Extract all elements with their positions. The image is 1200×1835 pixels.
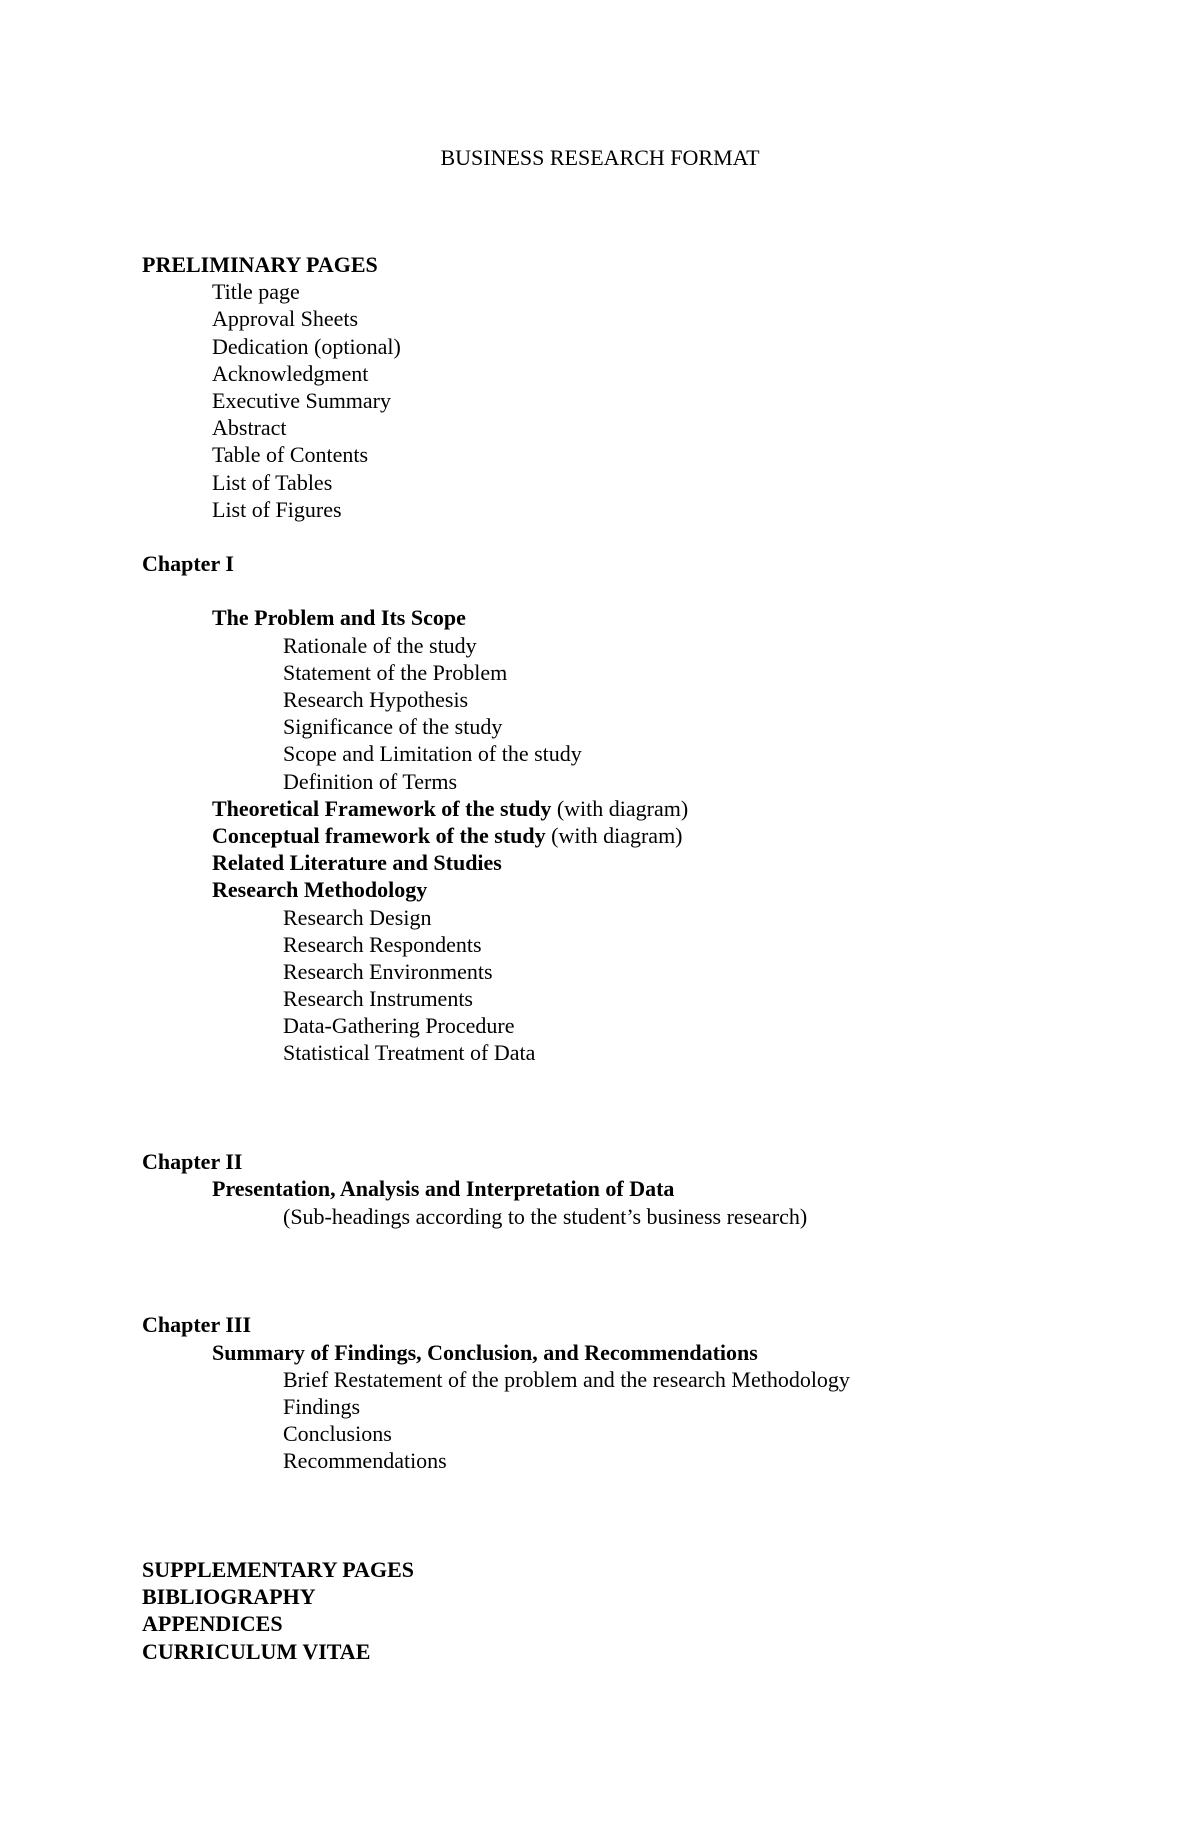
preliminary-item: List of Figures (212, 496, 342, 522)
preliminary-item: Approval Sheets (212, 306, 359, 332)
methodology-heading: Research Methodology (212, 877, 428, 903)
theoretical-framework-note: (with diagram) (551, 795, 689, 821)
methodology-item: Research Environments (283, 958, 493, 984)
supplementary-pages-heading: SUPPLEMENTARY PAGES (142, 1557, 415, 1583)
conceptual-framework-line (142, 822, 1142, 849)
chapter-3-item: Brief Restatement of the problem and the research Methodology (283, 1366, 850, 1392)
chapter-2-subheading: Presentation, Analysis and Interpretation of Data (212, 1176, 675, 1202)
preliminary-heading: PRELIMINARY PAGES (142, 252, 378, 277)
methodology-item: Data-Gathering Procedure (283, 1013, 515, 1039)
chapter-3-heading: Chapter III (142, 1312, 252, 1338)
curriculum-vitae-heading: CURRICULUM VITAE (142, 1638, 371, 1664)
preliminary-item: Table of Contents (212, 442, 369, 468)
preliminary-item: List of Tables (212, 469, 333, 495)
appendices-heading: APPENDICES (142, 1611, 283, 1637)
theoretical-framework-line (142, 795, 1142, 822)
chapter-3-subheading: Summary of Findings, Conclusion, and Recommendations (212, 1339, 758, 1365)
methodology-item: Research Instruments (283, 986, 473, 1012)
problem-item: Rationale of the study (283, 632, 477, 658)
document-body (142, 251, 1142, 1665)
chapter-3-item: Findings (283, 1393, 361, 1419)
document-title: BUSINESS RESEARCH FORMAT (440, 145, 760, 170)
preliminary-item: Title page (212, 279, 300, 305)
methodology-item: Research Respondents (283, 931, 482, 957)
preliminary-item: Abstract (212, 415, 287, 441)
problem-item: Research Hypothesis (283, 687, 469, 712)
bibliography-heading: BIBLIOGRAPHY (142, 1584, 316, 1610)
chapter-1-heading: Chapter I (142, 551, 234, 577)
chapter-2-heading: Chapter II (142, 1149, 243, 1175)
preliminary-item: Executive Summary (212, 387, 392, 413)
chapter-2-note: (Sub-headings according to the student’s business research) (283, 1203, 808, 1229)
conceptual-framework-note: (with diagram) (545, 822, 683, 848)
problem-heading: The Problem and Its Scope (212, 605, 466, 631)
problem-item: Definition of Terms (283, 768, 458, 794)
theoretical-framework-label: Theoretical Framework of the study (212, 795, 552, 821)
preliminary-item: Acknowledgment (212, 360, 369, 386)
problem-item: Statement of the Problem (283, 659, 508, 685)
problem-item: Scope and Limitation of the study (283, 741, 582, 767)
methodology-item: Statistical Treatment of Data (283, 1040, 536, 1066)
chapter-3-item: Conclusions (283, 1421, 392, 1447)
chapter-3-item: Recommendations (283, 1448, 447, 1474)
conceptual-framework-label: Conceptual framework of the study (212, 822, 546, 848)
preliminary-item: Dedication (optional) (212, 333, 401, 359)
problem-item: Significance of the study (283, 714, 503, 740)
methodology-item: Research Design (283, 904, 432, 930)
related-literature-heading: Related Literature and Studies (212, 850, 502, 876)
